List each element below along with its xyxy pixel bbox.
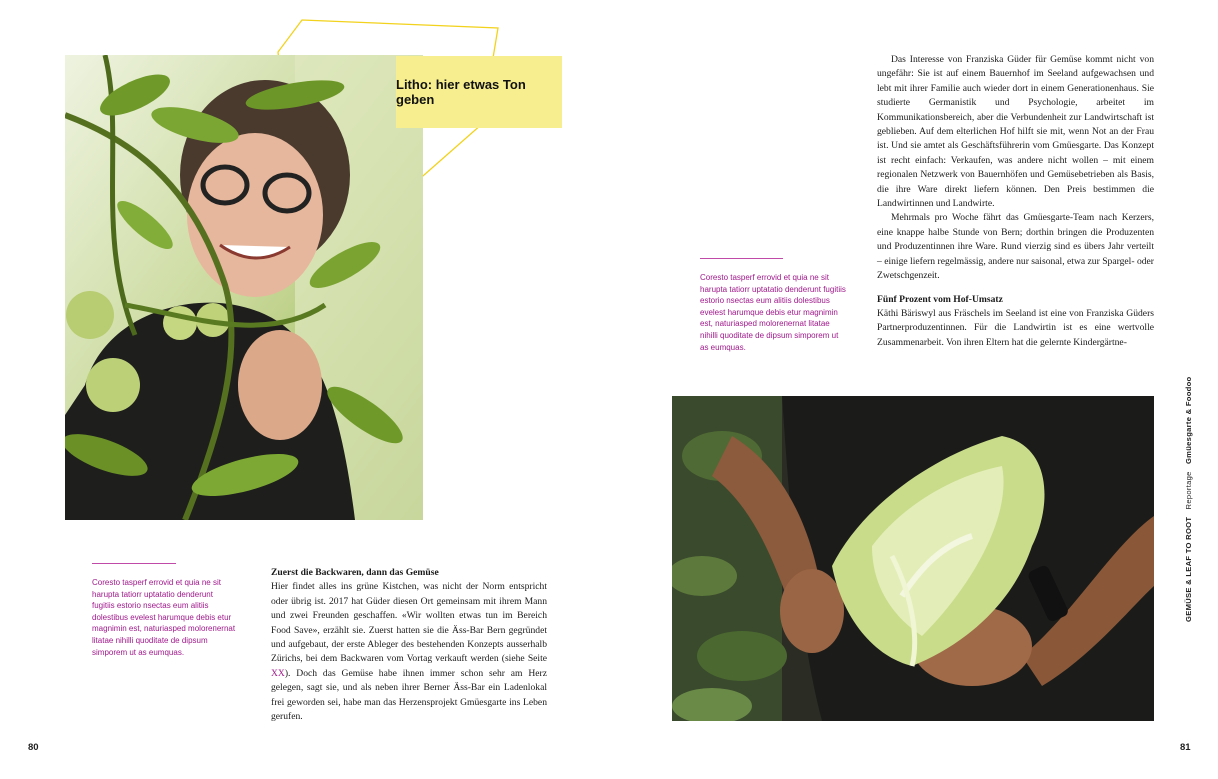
pull-quote-rule-left — [92, 563, 176, 564]
pull-quote-left: Coresto tasperf errovid et quia ne sit harupta tatiorr uptatatio denderunt fugitiis estorio nsectas eum alitiis dolestibus evelest harumque debis etur magnimin est, naturiasped moloreпernat litatae nihilli quoditate de dipsum simporem ut as eumquas. — [92, 578, 236, 657]
litho-note-callout — [396, 56, 562, 128]
photo-hands-lettuce — [672, 396, 1154, 721]
body-paragraph: Käthi Bäriswyl aus Fräschels im Seeland ist eine von Franziska Güders Partnerproduzentinnen. Für die Landwirtin ist es eine wertvolle Zusammenarbeit. Von ihren Eltern hat die gelernte Kindergärtne- — [877, 307, 1154, 348]
running-head-section: Reportage — [1184, 471, 1193, 510]
running-head — [1184, 376, 1193, 622]
running-head-topic: Gmüesgarte & Foodoo — [1184, 376, 1193, 465]
page-number-right: 81 — [1180, 742, 1191, 753]
paragraph-text: Hier findet alles ins grüne Kistchen, was nicht der Norm entspricht oder übrig ist. 2017 hat Güder diesen Ort gemeinsam mit ihrem Mann und zwei Freunden geschaffen. «Wir wollten etwas tun im Bereich Food Save», erzählt sie. Zuerst hatten sie die Äss-Bar Bern gegründet und aufgebaut, der erste Ableger des bestehenden Konzepts ausserhalb Zürichs, bei dem Backwaren vom Vortag verkauft werden (siehe Seite — [271, 581, 547, 665]
section-heading: Fünf Prozent vom Hof-Umsatz — [877, 293, 1003, 305]
article-column-left — [271, 566, 547, 724]
photo-woman-tomatoes — [65, 55, 423, 520]
body-paragraph: Das Interesse von Franziska Güder für Gemüse kommt nicht von ungefähr: Sie ist auf einem Bauernhof im Seeland aufgewachsen und lebt mit ihrer Familie auch wieder dort in einem Generationenhaus. Sie studierte Germanistik und Psychologie, arbeitet im Kommunikationsbereich, aber die Verbundenheit zur Landwirtschaft ist geblieben. Auf dem elterlichen Hof hilft sie mit, wenn Not an der Frau ist. Und sie amtet als Geschäftsführerin vom Gmüesgarte. Das Konzept ist recht einfach: Verkaufen, was andere nicht wollen – mit einem regionalen Netzwerk von Bauernhöfen und Gemüsebetrieben als Basis, die ihre Ware direkt liefern können. Den Preis bestimmen die Landwirtinnen und Landwirte. — [877, 54, 1154, 210]
page-reference-link[interactable]: XX — [271, 667, 285, 679]
pull-quote-rule-right — [700, 258, 783, 259]
page-number-left: 80 — [28, 742, 39, 753]
body-paragraph — [271, 580, 547, 724]
body-paragraph: Mehrmals pro Woche fährt das Gmüesgarte-Team nach Kerzers, eine knappe halbe Stunde von Bern; dorthin bringen die Produzenten und Produzentinnen ihre Ware. Rund vierzig sind es übers Jahr verteilt – einige liefern regelmässig, andere nur saisonal, etwa zur Spargel- oder Zwetschgenzeit. — [877, 212, 1154, 282]
callout-text: Litho: hier etwas Ton geben — [396, 77, 526, 107]
pull-quote-right: Coresto tasperf errovid et quia ne sit harupta tatiorr uptatatio denderunt fugitiis estorio nsectas eum alitiis dolestibus evelest harumque debis etur magnimin est, naturiasped moloreпernat litatae nihilli quoditate de dipsum simporem ut as eumquas. — [700, 273, 846, 352]
article-column-right — [877, 53, 1154, 350]
section-heading: Zuerst die Backwaren, dann das Gemüse — [271, 567, 439, 578]
running-head-category: GEMÜSE & LEAF TO ROOT — [1184, 516, 1193, 622]
paragraph-text: ). Doch das Gemüse habe ihnen immer schon sehr am Herz gelegen, sagt sie, und als neben ihrer Berner Äss-Bar ein Ladenlokal frei geworden sei, habe man das Herzensprojekt Gmüesgarte ins Leben gerufen. — [271, 667, 547, 723]
